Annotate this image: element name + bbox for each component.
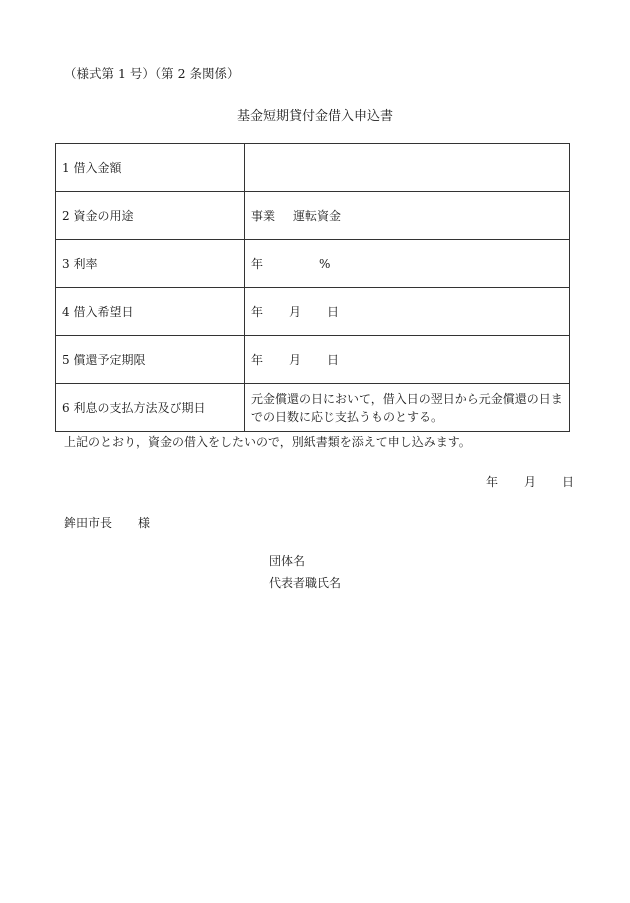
repayment-month: 月 xyxy=(289,352,302,367)
repayment-deadline-value xyxy=(245,336,570,384)
desired-date-day: 日 xyxy=(327,304,340,319)
addressee xyxy=(64,514,150,531)
purpose-business: 事業 xyxy=(251,208,276,223)
table-row-interest-payment xyxy=(56,384,570,432)
table-row-interest-rate xyxy=(56,240,570,288)
purpose-value xyxy=(245,192,570,240)
application-month: 月 xyxy=(523,475,536,489)
rate-percent: % xyxy=(319,256,331,271)
desired-date-year: 年 xyxy=(251,304,264,319)
purpose-operating-funds: 運転資金 xyxy=(293,208,342,223)
interest-payment-value: 元金償還の日において，借入日の翌日から元金償還の日までの日数に応じ支払うものとする。 xyxy=(245,384,570,432)
desired-date-label: 4 借入希望日 xyxy=(56,288,245,336)
addressee-honorific: 様 xyxy=(138,516,151,530)
application-day: 日 xyxy=(561,475,574,489)
loan-amount-value xyxy=(245,144,570,192)
form-number: （様式第 1 号）（第 2 条関係） xyxy=(64,66,240,81)
application-note: 上記のとおり，資金の借入をしたいので，別紙書類を添えて申し込みます。 xyxy=(64,435,471,449)
repayment-year: 年 xyxy=(251,352,264,367)
desired-date-value xyxy=(245,288,570,336)
table-row-loan-amount xyxy=(56,144,570,192)
interest-rate-label: 3 利率 xyxy=(56,240,245,288)
addressee-name: 鉾田市長 xyxy=(64,516,113,530)
table-row-desired-date xyxy=(56,288,570,336)
application-year: 年 xyxy=(485,475,498,489)
table-row-purpose xyxy=(56,192,570,240)
interest-rate-value xyxy=(245,240,570,288)
repayment-day: 日 xyxy=(327,352,340,367)
document-title: 基金短期貸付金借入申込書 xyxy=(236,109,393,124)
interest-payment-label: 6 利息の支払方法及び期日 xyxy=(56,384,245,432)
rate-year: 年 xyxy=(251,256,264,271)
representative-name-label: 代表者職氏名 xyxy=(269,576,342,590)
table-row-repayment-deadline xyxy=(56,336,570,384)
purpose-label: 2 資金の用途 xyxy=(56,192,245,240)
organization-name-label: 団体名 xyxy=(269,554,306,568)
application-table xyxy=(55,143,570,432)
application-date xyxy=(486,473,574,490)
loan-amount-label: 1 借入金額 xyxy=(56,144,245,192)
repayment-deadline-label: 5 償還予定期限 xyxy=(56,336,245,384)
desired-date-month: 月 xyxy=(289,304,302,319)
